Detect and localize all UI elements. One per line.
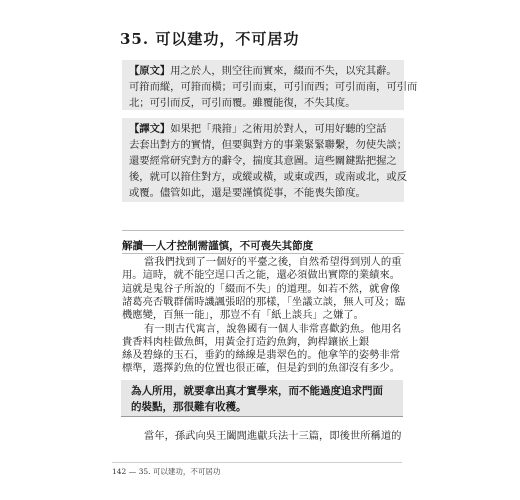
body-line: 這就是鬼谷子所說的「綴而不失」的道理。如若不然，就會像: [122, 282, 401, 295]
translation-line-4: 後，就可以箝住對方，或縱或橫，或東或西，或南或北，或反: [129, 171, 408, 183]
body-line: 機應變，百無一能」，那豈不有「紙上談兵」之嫌了。: [122, 309, 364, 322]
page-footer: 142 — 35. 可以建功，不可居功: [112, 467, 221, 476]
original-line-1: 【原文】用之於人，則空往而實來，綴而不失，以究其辭。: [129, 65, 397, 77]
section-rule-top: [122, 230, 404, 231]
original-line-2: 可箝而縱，可箝而橫；可引而東，可引而西；可引而南，可引而: [129, 81, 418, 93]
section-heading: 解讀──人才控制需謹慎，不可喪失其節度: [122, 240, 314, 252]
translation-line-5: 或覆。儘管如此，還是要謹慎從事，不能喪失節度。: [129, 187, 366, 199]
original-line-3: 北；可引而反，可引而覆。雖覆能復，不失其度。: [129, 97, 356, 109]
body-line: 用。這時，就不能空逞口舌之能，還必須做出實際的業績來。: [122, 269, 401, 282]
body-line: 有一則古代寓言，說魯國有一個人非常喜歡釣魚。他用名: [144, 322, 402, 335]
translation-tag: 【譯文】: [129, 123, 171, 135]
body-line: 當我們找到了一個好的平臺之後，自然希望得到別人的重: [144, 256, 402, 268]
section-rule-bottom: [122, 253, 404, 254]
final-line: 當年，孫武向吳王闔閭進獻兵法十三篇，即後世所稱道的: [144, 430, 402, 442]
callout-line-2: 的裝點，那很難有收穫。: [131, 401, 247, 413]
translation-line-1: 【譯文】如果把「飛箝」之術用於對人，可用好聽的空話: [129, 123, 387, 135]
body-line: 絲及碧綠的玉石，垂釣的絲線是翡翠色的。他拿竿的姿勢非常: [122, 349, 401, 362]
callout-line-1: 為人所用，就要拿出真才實學來，而不能過度追求門面: [131, 385, 383, 397]
translation-line-3: 還要經常研究對方的辭令，揣度其意圖。這些關鍵點把握之: [129, 155, 397, 167]
original-tag: 【原文】: [129, 65, 171, 77]
body-line: 標準，選擇釣魚的位置也很正確，但是釣到的魚卻沒有多少。: [122, 362, 401, 375]
body-line: 諸葛亮否戰群儒時譏諷張昭的那樣，「坐議立談，無人可及；臨: [122, 295, 406, 308]
footer-rule: [112, 462, 402, 463]
body-line: 貴香料肉桂做魚餌，用黃金打造釣魚鉤，鉤桿鑲嵌上銀: [122, 335, 370, 348]
translation-line-2: 去套出對方的實情，但要與對方的事業緊緊聯繫，勿使失談；: [129, 139, 408, 151]
chapter-title: 35. 可以建功，不可居功: [120, 30, 300, 48]
